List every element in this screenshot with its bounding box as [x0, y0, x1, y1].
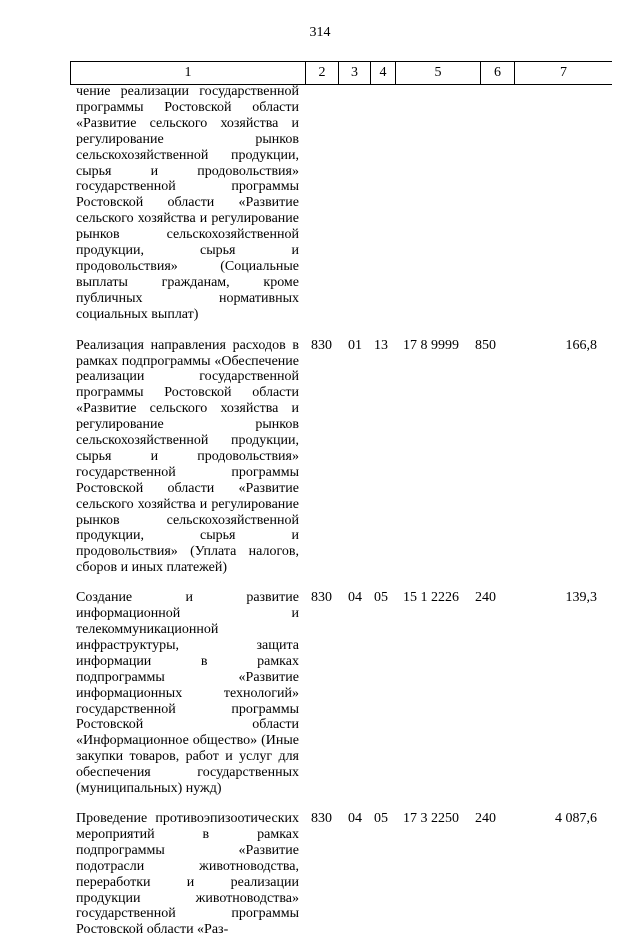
- table-row: [76, 590, 606, 797]
- cell-ministry-code: 830: [311, 810, 332, 826]
- col-header-2: 2: [306, 62, 339, 85]
- row-description: чение реализации государственной программы Ростовской области «Развитие сельского хозяйства и регулирование рынков сельскохозяйственной продукции, сырья и продовольствия» государственной программы Ростовской области «Развитие сельского хозяйства и регулирование рынков сельскохозяйственной продукции, сырья и продовольствия» (Социальные выплаты гражданам, кроме публичных нормативных социальных выплат): [76, 84, 299, 322]
- cell-ministry-code: 830: [311, 590, 332, 606]
- cell-target-article: 17 3 2250: [403, 810, 459, 826]
- col-header-1: 1: [71, 62, 306, 85]
- page-number: 314: [309, 25, 331, 40]
- cell-subsection: 05: [374, 810, 388, 826]
- cell-expense-type: 240: [475, 590, 496, 606]
- cell-subsection: 05: [374, 590, 388, 606]
- table-body: [76, 84, 606, 938]
- table-header-row: [71, 62, 613, 85]
- cell-target-article: 15 1 2226: [403, 590, 459, 606]
- col-header-6: 6: [481, 62, 515, 85]
- cell-subsection: 13: [374, 337, 388, 353]
- col-header-7: 7: [515, 62, 613, 85]
- cell-expense-type: 850: [475, 337, 496, 353]
- table-row: [76, 811, 606, 938]
- cell-section: 01: [348, 337, 362, 353]
- cell-section: 04: [348, 590, 362, 606]
- cell-target-article: 17 8 9999: [403, 337, 459, 353]
- col-header-5: 5: [396, 62, 481, 85]
- table-header: [70, 61, 612, 85]
- cell-amount: 166,8: [565, 337, 597, 353]
- table-row: [76, 84, 606, 323]
- col-header-3: 3: [339, 62, 371, 85]
- cell-expense-type: 240: [475, 810, 496, 826]
- cell-amount: 139,3: [565, 590, 597, 606]
- cell-section: 04: [348, 810, 362, 826]
- cell-amount: 4 087,6: [555, 810, 597, 826]
- cell-ministry-code: 830: [311, 337, 332, 353]
- row-description: Реализация направления расходов в рамках подпрограммы «Обеспечение реализации государственной программы Ростовской области «Развитие сельского хозяйства и регулирование рынков сельскохозяйственной продукции, сырья и продовольствия» государственной программы Ростовской области «Развитие сельского хозяйства и регулирование рынков сельскохозяйственной продукции, сырья и продовольствия» (Уплата налогов, сборов и иных платежей): [76, 337, 299, 576]
- row-description: Проведение противоэпизоотических мероприятий в рамках подпрограммы «Развитие подотрасли животноводства, переработки и реализации продукции животноводства» государственной программы Ростовской области «Раз-: [76, 810, 299, 938]
- col-header-4: 4: [371, 62, 396, 85]
- table-row: [76, 338, 606, 577]
- row-description: Создание и развитие информационной и телекоммуникационной инфраструктуры, защита информации в рамках подпрограммы «Развитие информационных технологий» государственной программы Ростовской области «Информационное общество» (Иные закупки товаров, работ и услуг для обеспечения государственных (муниципальных) нужд): [76, 590, 299, 797]
